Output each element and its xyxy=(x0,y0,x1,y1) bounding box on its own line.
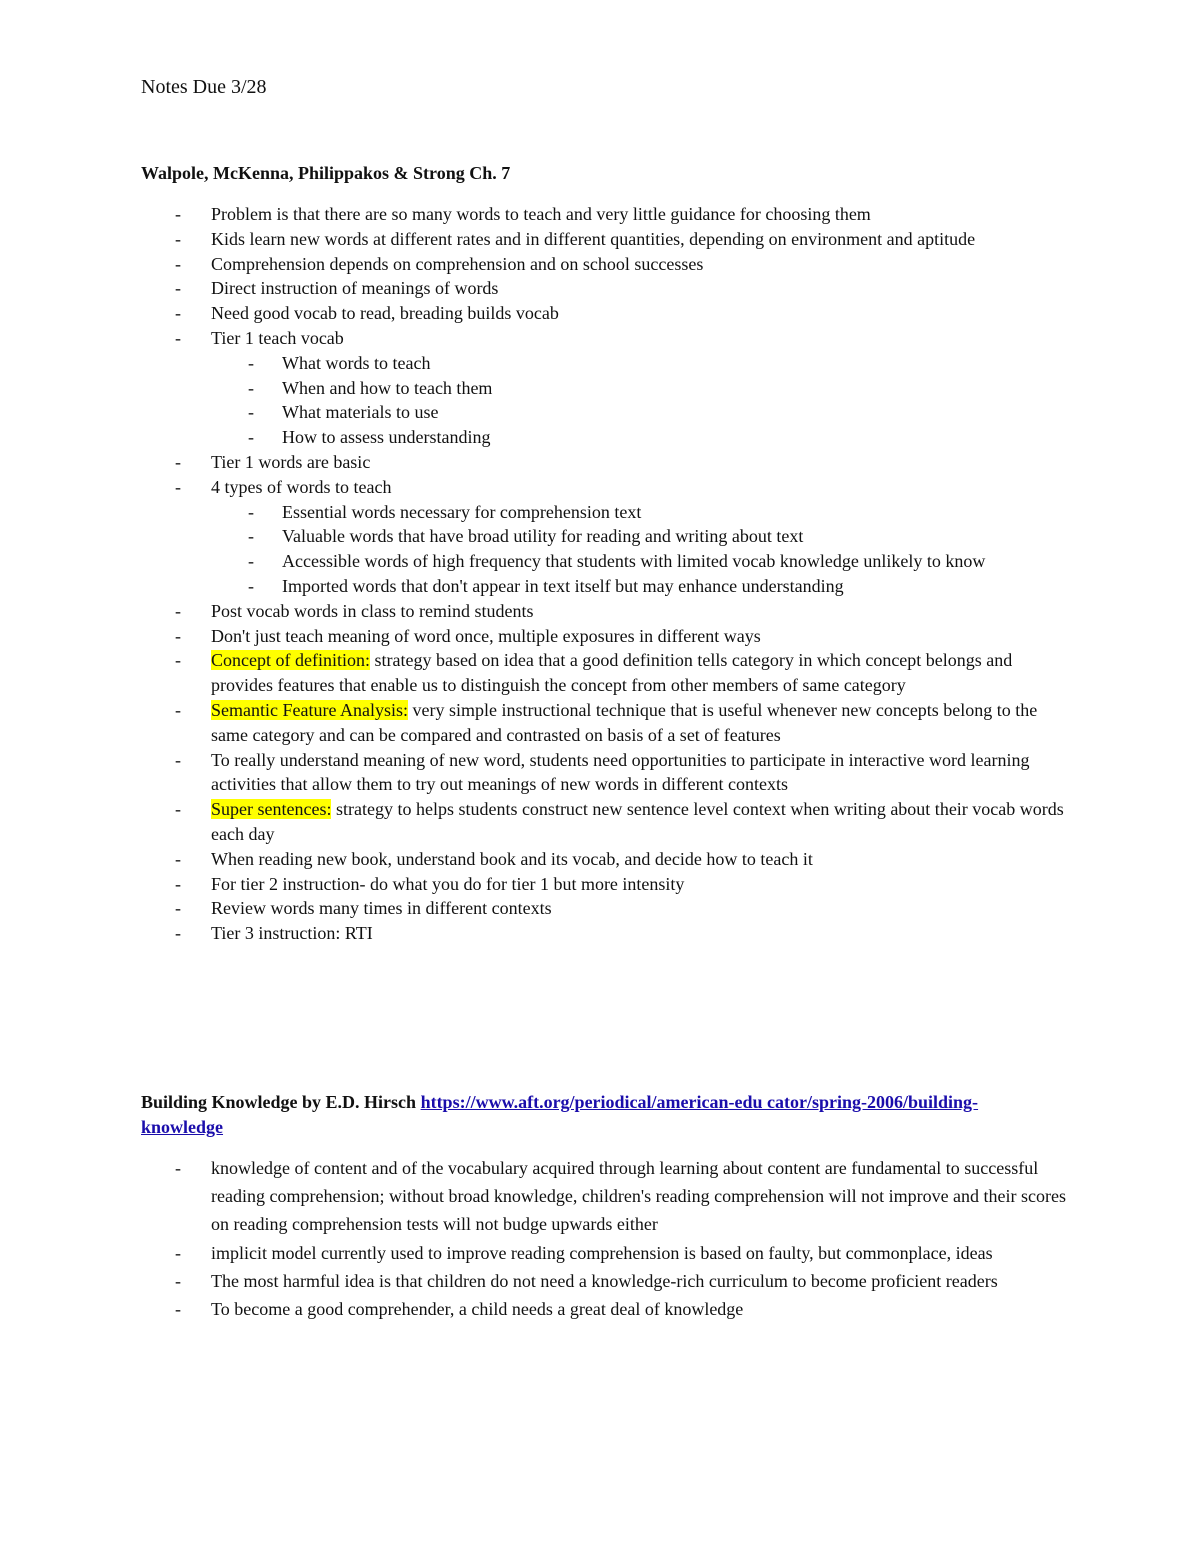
page-title: Notes Due 3/28 xyxy=(141,76,267,98)
bullet-dash: - xyxy=(175,327,181,348)
highlighted-term: Semantic Feature Analysis: xyxy=(211,699,408,720)
list-item xyxy=(141,698,1071,748)
list-item xyxy=(141,1239,1071,1267)
item-body: implicit model currently used to improve reading comprehension is based on faulty, but commonplace, ideas xyxy=(211,1242,993,1263)
bullet-dash: - xyxy=(248,575,254,596)
list-item xyxy=(141,648,1071,698)
item-body: Valuable words that have broad utility for reading and writing about text xyxy=(282,526,804,547)
list-item xyxy=(141,896,1071,921)
bullet-dash: - xyxy=(175,253,181,274)
item-body: When and how to teach them xyxy=(282,377,493,398)
list-item xyxy=(141,574,1071,599)
list-item-text xyxy=(141,748,1071,798)
list-item xyxy=(141,475,1071,500)
list-item xyxy=(141,202,1071,227)
item-body: very simple instructional technique that is useful whenever new concepts belong to the same category and can be compared and contrasted on basis of a set of features xyxy=(211,699,1038,745)
item-body: knowledge of content and of the vocabulary acquired through learning about content are fundamental to successful reading comprehension; without broad knowledge, children's reading comprehension will not improve and their scores on reading comprehension tests will not budge upwards either xyxy=(211,1158,1067,1235)
list-item xyxy=(141,376,1071,401)
item-body: How to assess understanding xyxy=(282,427,491,448)
list-item-text xyxy=(141,896,1071,921)
list-item-text xyxy=(141,624,1071,649)
list-item xyxy=(141,847,1071,872)
list-item xyxy=(141,921,1071,946)
list-item xyxy=(141,1295,1071,1323)
item-body: The most harmful idea is that children do not need a knowledge-rich curriculum to become proficient readers xyxy=(211,1270,998,1291)
item-body: Tier 1 teach vocab xyxy=(211,327,344,348)
item-body: Post vocab words in class to remind students xyxy=(211,600,534,621)
list-item-text xyxy=(141,574,1071,599)
list-item-text xyxy=(141,698,1071,748)
item-body: Tier 1 words are basic xyxy=(211,451,371,472)
item-body: For tier 2 instruction- do what you do for tier 1 but more intensity xyxy=(211,873,685,894)
list-item-text xyxy=(141,351,1071,376)
bullet-dash: - xyxy=(175,873,181,894)
list-item xyxy=(141,872,1071,897)
bullet-dash: - xyxy=(175,848,181,869)
list-item-text xyxy=(141,1154,1071,1239)
item-body: Problem is that there are so many words to teach and very little guidance for choosing them xyxy=(211,204,871,224)
bullet-dash: - xyxy=(248,352,254,373)
list-item xyxy=(141,400,1071,425)
bullet-dash: - xyxy=(175,278,181,299)
bullet-dash: - xyxy=(248,377,254,398)
bullet-dash: - xyxy=(175,476,181,497)
bullet-dash: - xyxy=(175,1270,181,1291)
article-link[interactable]: https://www.aft.org/periodical/american-edu cator/spring-2006/building-knowledge xyxy=(141,1092,979,1137)
bullet-dash: - xyxy=(175,923,181,944)
item-body: Direct instruction of meanings of words xyxy=(211,278,499,299)
section-heading-hirsch xyxy=(141,1090,1041,1140)
item-body: Review words many times in different contexts xyxy=(211,898,552,919)
list-item-text xyxy=(141,276,1071,301)
list-item-text xyxy=(141,450,1071,475)
list-item-text xyxy=(141,376,1071,401)
item-body: Accessible words of high frequency that students with limited vocab knowledge unlikely to know xyxy=(282,551,986,572)
list-item-text xyxy=(141,202,1071,227)
list-item-text xyxy=(141,425,1071,450)
list-item-text xyxy=(141,872,1071,897)
list-item-text xyxy=(141,326,1071,351)
bullet-dash: - xyxy=(175,600,181,621)
list-item xyxy=(141,524,1071,549)
list-item-text xyxy=(141,475,1071,500)
bullet-dash: - xyxy=(175,625,181,646)
bullet-dash: - xyxy=(175,749,181,770)
list-item-text xyxy=(141,847,1071,872)
list-item-text xyxy=(141,549,1071,574)
bullet-list-hirsch xyxy=(141,1154,1071,1323)
list-item-text xyxy=(141,1239,1071,1267)
list-item xyxy=(141,252,1071,277)
list-item xyxy=(141,500,1071,525)
list-item xyxy=(141,1154,1071,1239)
list-item xyxy=(141,748,1071,798)
bullet-dash: - xyxy=(248,551,254,572)
item-body: Kids learn new words at different rates and in different quantities, depending on environment and aptitude xyxy=(211,228,976,249)
bullet-dash: - xyxy=(248,427,254,448)
bullet-dash: - xyxy=(175,799,181,820)
bullet-dash: - xyxy=(248,402,254,423)
bullet-dash: - xyxy=(175,451,181,472)
bullet-dash: - xyxy=(175,650,181,671)
item-body: To become a good comprehender, a child needs a great deal of knowledge xyxy=(211,1299,744,1320)
list-item-text xyxy=(141,227,1071,252)
list-item xyxy=(141,624,1071,649)
list-item xyxy=(141,549,1071,574)
list-item xyxy=(141,425,1071,450)
list-item xyxy=(141,599,1071,624)
bullet-dash: - xyxy=(175,699,181,720)
list-item xyxy=(141,276,1071,301)
item-body: To really understand meaning of new word, students need opportunities to participate in interactive word learning activities that allow them to try out meanings of new words in different contexts xyxy=(211,749,1030,795)
item-body: 4 types of words to teach xyxy=(211,476,392,497)
heading-text: Building Knowledge by E.D. Hirsch xyxy=(141,1092,421,1112)
item-body: Don't just teach meaning of word once, multiple exposures in different ways xyxy=(211,625,761,646)
bullet-dash: - xyxy=(175,898,181,919)
list-item-text xyxy=(141,797,1071,847)
highlighted-term: Concept of definition: xyxy=(211,650,370,671)
item-body: strategy based on idea that a good definition tells category in which concept belongs and provides features that enable us to distinguish the concept from other members of same category xyxy=(211,650,1013,696)
list-item-text xyxy=(141,599,1071,624)
bullet-dash: - xyxy=(175,303,181,324)
list-item xyxy=(141,326,1071,351)
bullet-dash: - xyxy=(248,501,254,522)
item-body: What materials to use xyxy=(282,402,439,423)
item-body: Need good vocab to read, breading builds vocab xyxy=(211,303,559,324)
bullet-dash: - xyxy=(175,204,181,224)
bullet-dash: - xyxy=(175,228,181,249)
bullet-dash: - xyxy=(175,1242,181,1263)
bullet-list-walpole xyxy=(141,202,1071,946)
item-body: What words to teach xyxy=(282,352,431,373)
list-item-text xyxy=(141,921,1071,946)
item-body: Comprehension depends on comprehension and on school successes xyxy=(211,253,704,274)
list-item xyxy=(141,1267,1071,1295)
list-item-text xyxy=(141,400,1071,425)
item-body: When reading new book, understand book and its vocab, and decide how to teach it xyxy=(211,848,813,869)
bullet-dash: - xyxy=(175,1158,181,1178)
list-item-text xyxy=(141,301,1071,326)
item-body: Tier 3 instruction: RTI xyxy=(211,923,373,944)
item-body: strategy to helps students construct new sentence level context when writing about their vocab words each day xyxy=(211,799,1064,844)
item-body: Essential words necessary for comprehension text xyxy=(282,501,642,522)
list-item-text xyxy=(141,252,1071,277)
highlighted-term: Super sentences: xyxy=(211,799,332,820)
list-item xyxy=(141,450,1071,475)
item-body: Imported words that don't appear in text itself but may enhance understanding xyxy=(282,575,844,596)
list-item xyxy=(141,301,1071,326)
list-item-text xyxy=(141,1295,1071,1323)
section-heading-walpole: Walpole, McKenna, Philippakos & Strong Ch. 7 xyxy=(141,163,511,183)
list-item-text xyxy=(141,524,1071,549)
bullet-dash: - xyxy=(248,526,254,547)
list-item xyxy=(141,227,1071,252)
list-item-text xyxy=(141,500,1071,525)
list-item-text xyxy=(141,648,1071,698)
list-item xyxy=(141,797,1071,847)
list-item xyxy=(141,351,1071,376)
bullet-dash: - xyxy=(175,1299,181,1320)
list-item-text xyxy=(141,1267,1071,1295)
